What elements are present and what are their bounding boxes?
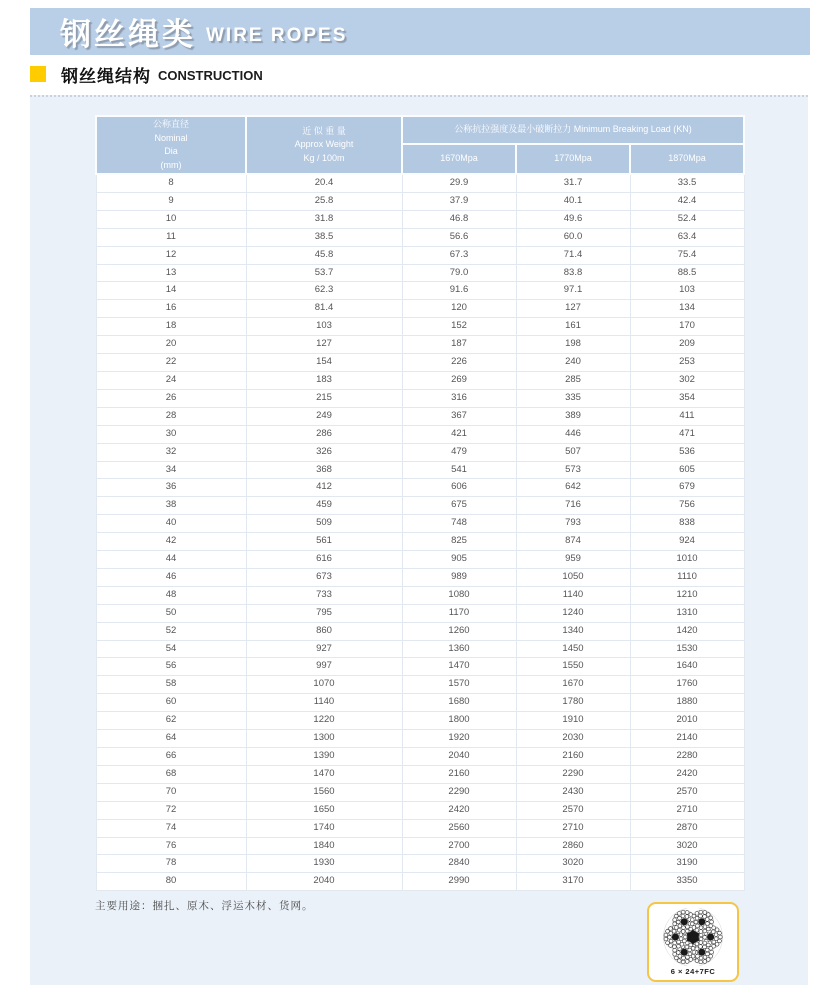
mbl-1870-cell: 1880 (630, 694, 744, 712)
mbl-1670-cell: 1470 (402, 658, 516, 676)
mbl-1670-cell: 2040 (402, 748, 516, 766)
weight-cell: 1930 (246, 855, 402, 873)
weight-cell: 459 (246, 497, 402, 515)
rope-cross-section-diagram (662, 908, 724, 966)
dia-cell: 68 (96, 765, 246, 783)
table-row (96, 389, 744, 407)
mbl-1770-cell: 793 (516, 515, 630, 533)
table-row (96, 783, 744, 801)
mbl-1870-cell: 1420 (630, 622, 744, 640)
mbl-1670-cell: 29.9 (402, 174, 516, 192)
table-row (96, 568, 744, 586)
mbl-1870-cell: 1110 (630, 568, 744, 586)
mbl-1870-cell: 2710 (630, 801, 744, 819)
mbl-1670-cell: 479 (402, 443, 516, 461)
mbl-1670-cell: 1920 (402, 730, 516, 748)
weight-cell: 2040 (246, 873, 402, 891)
mbl-1770-cell: 1340 (516, 622, 630, 640)
mbl-1870-cell: 88.5 (630, 264, 744, 282)
mbl-1670-cell: 152 (402, 318, 516, 336)
table-row (96, 407, 744, 425)
mbl-1870-cell: 2870 (630, 819, 744, 837)
mbl-1770-cell: 161 (516, 318, 630, 336)
dia-cell: 8 (96, 174, 246, 192)
weight-cell: 412 (246, 479, 402, 497)
dia-cell: 56 (96, 658, 246, 676)
dia-cell: 78 (96, 855, 246, 873)
mbl-1670-cell: 2420 (402, 801, 516, 819)
header-approx-weight-line: Kg / 100m (303, 152, 345, 163)
weight-cell: 509 (246, 515, 402, 533)
mbl-1870-cell: 2010 (630, 712, 744, 730)
dia-cell: 36 (96, 479, 246, 497)
dia-cell: 44 (96, 551, 246, 569)
table-row (96, 264, 744, 282)
dia-cell: 13 (96, 264, 246, 282)
mbl-1770-cell: 389 (516, 407, 630, 425)
mbl-1770-cell: 285 (516, 371, 630, 389)
dia-cell: 62 (96, 712, 246, 730)
mbl-1870-cell: 1530 (630, 640, 744, 658)
header-approx-weight (246, 116, 402, 174)
weight-cell: 1840 (246, 837, 402, 855)
weight-cell: 127 (246, 336, 402, 354)
table-row (96, 873, 744, 891)
weight-cell: 1220 (246, 712, 402, 730)
weight-cell: 368 (246, 461, 402, 479)
weight-cell: 103 (246, 318, 402, 336)
mbl-1870-cell: 33.5 (630, 174, 744, 192)
weight-cell: 1650 (246, 801, 402, 819)
mbl-1670-cell: 226 (402, 354, 516, 372)
mbl-1870-cell: 3350 (630, 873, 744, 891)
weight-cell: 154 (246, 354, 402, 372)
mbl-1770-cell: 198 (516, 336, 630, 354)
mbl-1870-cell: 1760 (630, 676, 744, 694)
mbl-1770-cell: 2570 (516, 801, 630, 819)
dia-cell: 12 (96, 246, 246, 264)
weight-cell: 62.3 (246, 282, 402, 300)
table-row (96, 712, 744, 730)
mbl-1870-cell: 1010 (630, 551, 744, 569)
mbl-1670-cell: 2840 (402, 855, 516, 873)
weight-cell: 1140 (246, 694, 402, 712)
dia-cell: 20 (96, 336, 246, 354)
mbl-1670-cell: 1170 (402, 604, 516, 622)
dia-cell: 42 (96, 533, 246, 551)
mbl-1870-cell: 471 (630, 425, 744, 443)
mbl-1770-cell: 959 (516, 551, 630, 569)
dia-cell: 10 (96, 210, 246, 228)
mbl-1870-cell: 63.4 (630, 228, 744, 246)
dia-cell: 64 (96, 730, 246, 748)
dia-cell: 11 (96, 228, 246, 246)
mbl-1770-cell: 1910 (516, 712, 630, 730)
mbl-1670-cell: 187 (402, 336, 516, 354)
table-row (96, 228, 744, 246)
table-row (96, 730, 744, 748)
dia-cell: 38 (96, 497, 246, 515)
mbl-1770-cell: 60.0 (516, 228, 630, 246)
mbl-1770-cell: 240 (516, 354, 630, 372)
dia-cell: 9 (96, 192, 246, 210)
weight-cell: 20.4 (246, 174, 402, 192)
mbl-1770-cell: 1450 (516, 640, 630, 658)
weight-cell: 249 (246, 407, 402, 425)
table-header (96, 116, 744, 174)
mbl-1770-cell: 2860 (516, 837, 630, 855)
mbl-1870-cell: 3020 (630, 837, 744, 855)
mbl-1670-cell: 606 (402, 479, 516, 497)
dia-cell: 40 (96, 515, 246, 533)
mbl-1870-cell: 411 (630, 407, 744, 425)
mbl-1870-cell: 605 (630, 461, 744, 479)
weight-cell: 1740 (246, 819, 402, 837)
header-nominal-dia-line: 公称直径 (152, 119, 189, 129)
mbl-1770-cell: 1550 (516, 658, 630, 676)
mbl-1870-cell: 2420 (630, 765, 744, 783)
mbl-1870-cell: 536 (630, 443, 744, 461)
section-title-zh: 钢丝绳结构 (61, 66, 151, 86)
mbl-1670-cell: 675 (402, 497, 516, 515)
dia-cell: 50 (96, 604, 246, 622)
table-row (96, 425, 744, 443)
dia-cell: 34 (96, 461, 246, 479)
mbl-1870-cell: 838 (630, 515, 744, 533)
mbl-1770-cell: 49.6 (516, 210, 630, 228)
table-row (96, 640, 744, 658)
table-row (96, 515, 744, 533)
weight-cell: 1470 (246, 765, 402, 783)
mbl-1770-cell: 127 (516, 300, 630, 318)
mbl-1670-cell: 1360 (402, 640, 516, 658)
table-row (96, 819, 744, 837)
dia-cell: 16 (96, 300, 246, 318)
page-title-en: WIRE ROPES (206, 24, 348, 46)
mbl-1770-cell: 1140 (516, 586, 630, 604)
dia-cell: 24 (96, 371, 246, 389)
dia-cell: 18 (96, 318, 246, 336)
mbl-1670-cell: 2700 (402, 837, 516, 855)
weight-cell: 38.5 (246, 228, 402, 246)
section-title-en: CONSTRUCTION (158, 67, 263, 83)
weight-cell: 31.8 (246, 210, 402, 228)
mbl-1770-cell: 1780 (516, 694, 630, 712)
mbl-1870-cell: 52.4 (630, 210, 744, 228)
mbl-1670-cell: 1260 (402, 622, 516, 640)
table-row (96, 461, 744, 479)
mbl-1670-cell: 989 (402, 568, 516, 586)
weight-cell: 53.7 (246, 264, 402, 282)
header-nominal-dia-line: Nominal (154, 132, 188, 143)
mbl-1670-cell: 748 (402, 515, 516, 533)
mbl-1670-cell: 1680 (402, 694, 516, 712)
mbl-1670-cell: 825 (402, 533, 516, 551)
mbl-1670-cell: 1800 (402, 712, 516, 730)
mbl-1770-cell: 83.8 (516, 264, 630, 282)
table-row (96, 497, 744, 515)
mbl-1870-cell: 3190 (630, 855, 744, 873)
mbl-1770-cell: 1670 (516, 676, 630, 694)
header-approx-weight-line: 近 似 重 量 (302, 125, 346, 136)
mbl-1770-cell: 1050 (516, 568, 630, 586)
table-row (96, 551, 744, 569)
table-row (96, 479, 744, 497)
mbl-1770-cell: 1240 (516, 604, 630, 622)
table-row (96, 192, 744, 210)
mbl-1770-cell: 2430 (516, 783, 630, 801)
mbl-1770-cell: 716 (516, 497, 630, 515)
page-title-zh: 钢丝绳类 (60, 17, 196, 52)
dia-cell: 66 (96, 748, 246, 766)
weight-cell: 81.4 (246, 300, 402, 318)
mbl-1670-cell: 37.9 (402, 192, 516, 210)
dia-cell: 26 (96, 389, 246, 407)
weight-cell: 795 (246, 604, 402, 622)
weight-cell: 215 (246, 389, 402, 407)
table-row (96, 622, 744, 640)
table-row (96, 801, 744, 819)
mbl-1870-cell: 354 (630, 389, 744, 407)
weight-cell: 1390 (246, 748, 402, 766)
table-row (96, 694, 744, 712)
table-row (96, 246, 744, 264)
weight-cell: 561 (246, 533, 402, 551)
mbl-1670-cell: 56.6 (402, 228, 516, 246)
mbl-1770-cell: 2160 (516, 748, 630, 766)
dia-cell: 32 (96, 443, 246, 461)
header-grade-1670mpa: 1670Mpa (402, 144, 516, 174)
table-row (96, 676, 744, 694)
mbl-1670-cell: 541 (402, 461, 516, 479)
table-row (96, 336, 744, 354)
mbl-1670-cell: 2990 (402, 873, 516, 891)
mbl-1870-cell: 2140 (630, 730, 744, 748)
weight-cell: 927 (246, 640, 402, 658)
table-body (96, 174, 744, 891)
dia-cell: 80 (96, 873, 246, 891)
header-approx-weight-line: Approx Weight (294, 139, 354, 150)
mbl-1870-cell: 75.4 (630, 246, 744, 264)
table-row (96, 318, 744, 336)
table-row (96, 371, 744, 389)
mbl-1870-cell: 103 (630, 282, 744, 300)
weight-cell: 1070 (246, 676, 402, 694)
header-nominal-dia-line: Dia (164, 146, 178, 156)
mbl-1870-cell: 209 (630, 336, 744, 354)
weight-cell: 616 (246, 551, 402, 569)
mbl-1870-cell: 302 (630, 371, 744, 389)
dia-cell: 58 (96, 676, 246, 694)
table-row (96, 210, 744, 228)
page-banner (30, 8, 810, 55)
mbl-1670-cell: 421 (402, 425, 516, 443)
table-row (96, 658, 744, 676)
mbl-1670-cell: 79.0 (402, 264, 516, 282)
mbl-1770-cell: 874 (516, 533, 630, 551)
mbl-1670-cell: 2290 (402, 783, 516, 801)
mbl-1670-cell: 120 (402, 300, 516, 318)
mbl-1670-cell: 1080 (402, 586, 516, 604)
mbl-1870-cell: 170 (630, 318, 744, 336)
mbl-1770-cell: 3170 (516, 873, 630, 891)
table-row (96, 282, 744, 300)
mbl-1770-cell: 71.4 (516, 246, 630, 264)
mbl-1870-cell: 679 (630, 479, 744, 497)
usage-note: 主要用途：捆扎、原木、浮运木材、货网。 (95, 900, 314, 912)
mbl-1770-cell: 507 (516, 443, 630, 461)
dia-cell: 54 (96, 640, 246, 658)
mbl-1770-cell: 3020 (516, 855, 630, 873)
rope-cross-section-box (647, 902, 739, 982)
weight-cell: 25.8 (246, 192, 402, 210)
header-grade-1770mpa: 1770Mpa (516, 144, 630, 174)
mbl-1670-cell: 367 (402, 407, 516, 425)
content-panel (30, 95, 808, 985)
dia-cell: 28 (96, 407, 246, 425)
mbl-1670-cell: 269 (402, 371, 516, 389)
table-row (96, 586, 744, 604)
weight-cell: 286 (246, 425, 402, 443)
mbl-1870-cell: 134 (630, 300, 744, 318)
mbl-1670-cell: 316 (402, 389, 516, 407)
mbl-1670-cell: 1570 (402, 676, 516, 694)
mbl-1770-cell: 2290 (516, 765, 630, 783)
mbl-1870-cell: 42.4 (630, 192, 744, 210)
table-row (96, 300, 744, 318)
mbl-1670-cell: 905 (402, 551, 516, 569)
mbl-1870-cell: 924 (630, 533, 744, 551)
header-nominal-dia-line: (mm) (160, 159, 182, 170)
header-nominal-dia (96, 116, 246, 174)
weight-cell: 183 (246, 371, 402, 389)
dia-cell: 30 (96, 425, 246, 443)
dia-cell: 22 (96, 354, 246, 372)
table-row (96, 443, 744, 461)
mbl-1870-cell: 756 (630, 497, 744, 515)
table-row (96, 354, 744, 372)
mbl-1670-cell: 2160 (402, 765, 516, 783)
table-row (96, 533, 744, 551)
weight-cell: 326 (246, 443, 402, 461)
table-row (96, 765, 744, 783)
mbl-1770-cell: 335 (516, 389, 630, 407)
yellow-square-bullet-icon (30, 66, 46, 82)
dia-cell: 48 (96, 586, 246, 604)
table-row (96, 604, 744, 622)
weight-cell: 997 (246, 658, 402, 676)
mbl-1870-cell: 253 (630, 354, 744, 372)
dia-cell: 52 (96, 622, 246, 640)
weight-cell: 673 (246, 568, 402, 586)
mbl-1770-cell: 2710 (516, 819, 630, 837)
table-row (96, 837, 744, 855)
weight-cell: 45.8 (246, 246, 402, 264)
dia-cell: 74 (96, 819, 246, 837)
header-grade-1870mpa: 1870Mpa (630, 144, 744, 174)
table-row (96, 174, 744, 192)
mbl-1770-cell: 2030 (516, 730, 630, 748)
dia-cell: 72 (96, 801, 246, 819)
weight-cell: 733 (246, 586, 402, 604)
wire-rope-spec-table (95, 115, 745, 891)
mbl-1670-cell: 91.6 (402, 282, 516, 300)
mbl-1770-cell: 573 (516, 461, 630, 479)
mbl-1770-cell: 97.1 (516, 282, 630, 300)
header-breaking-load-group: 公称抗拉强度及最小破断拉力 Minimum Breaking Load (KN) (402, 116, 744, 144)
weight-cell: 1300 (246, 730, 402, 748)
dia-cell: 76 (96, 837, 246, 855)
mbl-1770-cell: 642 (516, 479, 630, 497)
weight-cell: 860 (246, 622, 402, 640)
weight-cell: 1560 (246, 783, 402, 801)
mbl-1870-cell: 2280 (630, 748, 744, 766)
mbl-1770-cell: 40.1 (516, 192, 630, 210)
dia-cell: 70 (96, 783, 246, 801)
mbl-1670-cell: 2560 (402, 819, 516, 837)
mbl-1670-cell: 67.3 (402, 246, 516, 264)
mbl-1670-cell: 46.8 (402, 210, 516, 228)
section-heading (30, 61, 263, 87)
dia-cell: 60 (96, 694, 246, 712)
dia-cell: 46 (96, 568, 246, 586)
mbl-1870-cell: 1640 (630, 658, 744, 676)
mbl-1870-cell: 2570 (630, 783, 744, 801)
mbl-1870-cell: 1310 (630, 604, 744, 622)
mbl-1870-cell: 1210 (630, 586, 744, 604)
table-row (96, 748, 744, 766)
rope-construction-label: 6 × 24+7FC (670, 967, 716, 976)
mbl-1770-cell: 31.7 (516, 174, 630, 192)
dia-cell: 14 (96, 282, 246, 300)
mbl-1770-cell: 446 (516, 425, 630, 443)
table-row (96, 855, 744, 873)
